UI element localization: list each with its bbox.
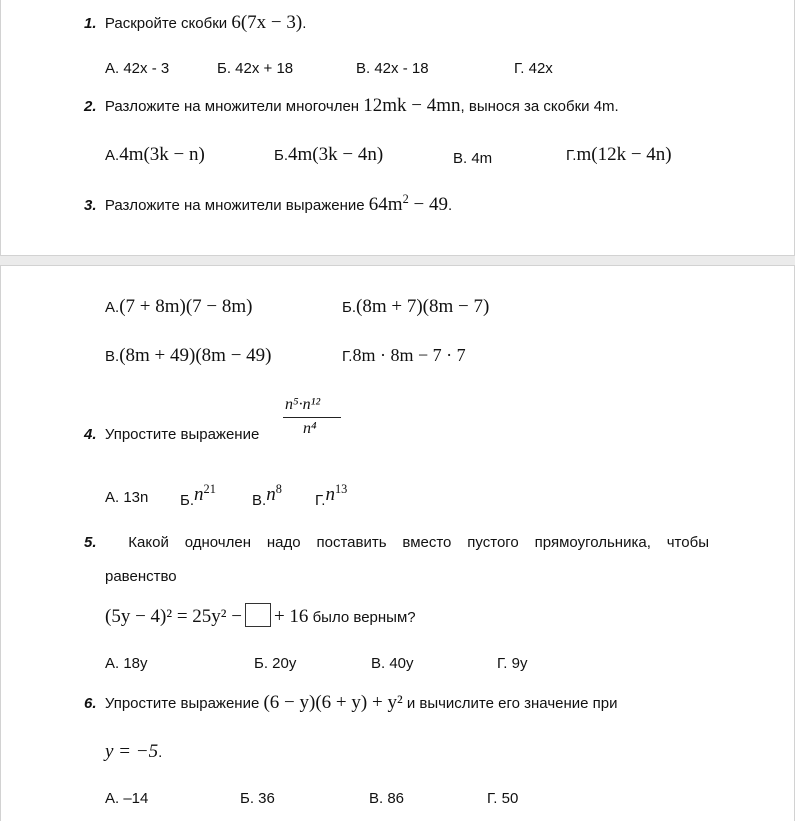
math-expression-right: + 16: [273, 606, 309, 627]
option-expression: 4m(3k − n): [119, 144, 205, 165]
question-1: [84, 12, 306, 34]
option-label: Б.: [342, 299, 357, 316]
power-base: n: [325, 484, 335, 505]
power-exponent: 8: [275, 482, 282, 497]
punctuation: .: [302, 15, 307, 32]
power-exponent: 13: [334, 482, 348, 497]
math-expression: [369, 194, 448, 215]
answer-option: [105, 296, 252, 318]
option-expression: 8m · 8m − 7 · 7: [352, 345, 466, 365]
power-exponent: 21: [203, 482, 216, 497]
answer-option: Б. 42x + 18: [217, 60, 294, 77]
answer-option: А. –14: [105, 790, 149, 807]
answer-option: [342, 296, 489, 318]
option-label: А. 13n: [105, 489, 149, 506]
expr-rest: − 49: [408, 194, 448, 215]
question-text: Какой одночлен надо поставить вместо пустого прямоугольника, чтобы: [128, 534, 709, 551]
fraction-bar: [283, 417, 341, 418]
option-label: В.: [105, 348, 120, 365]
answer-option: Г. 9y: [497, 655, 528, 672]
question-text: Разложите на множители выражение: [104, 197, 365, 214]
math-expression: 6(7x − 3): [231, 12, 303, 33]
question-text: Разложите на множители многочлен: [104, 98, 360, 115]
option-expression: 4m(3k − 4n): [288, 144, 384, 165]
question-number: 6.: [84, 695, 97, 712]
question-text: Упростите выражение: [104, 426, 260, 443]
punctuation: .: [447, 197, 453, 214]
answer-option: В. 42x - 18: [356, 60, 429, 77]
answer-option: Б. 36: [240, 790, 275, 807]
empty-box: [245, 603, 271, 627]
option-expression: (8m + 49)(8m − 49): [119, 345, 272, 366]
option-expression: m(12k − 4n): [576, 144, 672, 165]
power-base: n: [194, 484, 204, 505]
option-expression: [266, 484, 282, 505]
option-expression: [194, 484, 216, 505]
question-2: [84, 95, 619, 117]
expr-base: 64m: [368, 194, 403, 215]
math-expression: (6 − y)(6 + y) + y²: [263, 692, 403, 713]
answer-option: Г. 50: [487, 790, 519, 807]
option-label: Г.: [566, 147, 577, 164]
answer-option: Б. 20y: [254, 655, 297, 672]
page-1: [0, 0, 795, 256]
option-label: Г.: [315, 492, 326, 509]
question-5: [84, 534, 709, 551]
answer-option: В. 40y: [371, 655, 414, 672]
question-number: 1.: [84, 15, 97, 32]
math-expression: (5y − 4)² = 25y² −: [105, 606, 242, 627]
question-tail: и вычислите его значение при: [406, 695, 618, 712]
answer-option: [105, 144, 205, 166]
answer-option: [105, 489, 148, 506]
condition-line: [105, 741, 162, 763]
question-6: [84, 692, 618, 714]
answer-option: [105, 345, 271, 367]
answer-option: [566, 144, 672, 166]
option-label: В.: [252, 492, 267, 509]
option-expression: [325, 484, 347, 505]
option-expression: (7 + 8m)(7 − 8m): [119, 296, 253, 317]
answer-option: А. 42x - 3: [105, 60, 170, 77]
option-label: Г.: [342, 348, 353, 365]
answer-option: [274, 144, 383, 166]
answer-option: [342, 345, 466, 366]
fraction-numerator: n⁵·n¹²: [285, 396, 321, 413]
answer-option: [180, 484, 216, 509]
option-label: В. 4m: [453, 150, 493, 167]
question-tail: было верным?: [312, 609, 416, 626]
question-number: 4.: [84, 426, 97, 443]
answer-option: А. 18y: [105, 655, 148, 672]
question-4: [84, 426, 259, 443]
option-label: А.: [105, 147, 120, 164]
math-expression: 12mk − 4mn: [363, 95, 461, 116]
answer-option: Г. 42x: [514, 60, 553, 77]
equation-line: [105, 603, 416, 628]
question-3: [84, 194, 452, 216]
fraction-denominator: n⁴: [303, 420, 317, 437]
answer-option: [315, 484, 347, 509]
question-tail: , вынося за скобки 4m.: [460, 98, 619, 115]
power-base: n: [266, 484, 276, 505]
expr-exponent: 2: [402, 192, 409, 207]
math-condition: y = −5: [105, 741, 159, 762]
question-text: Раскройте скобки: [104, 15, 228, 32]
option-label: Б.: [274, 147, 289, 164]
question-text: Упростите выражение: [104, 695, 260, 712]
question-number: 5.: [84, 534, 97, 551]
page-separator: [0, 256, 795, 265]
punctuation: .: [158, 744, 163, 761]
answer-option: В. 86: [369, 790, 405, 807]
question-number: 2.: [84, 98, 97, 115]
fraction: [283, 396, 343, 442]
option-label: А.: [105, 299, 120, 316]
answer-option: [252, 484, 282, 509]
answer-option: [453, 150, 492, 167]
option-expression: (8m + 7)(8m − 7): [356, 296, 490, 317]
question-number: 3.: [84, 197, 97, 214]
question-text-line2: равенство: [105, 568, 177, 585]
option-label: Б.: [180, 492, 195, 509]
